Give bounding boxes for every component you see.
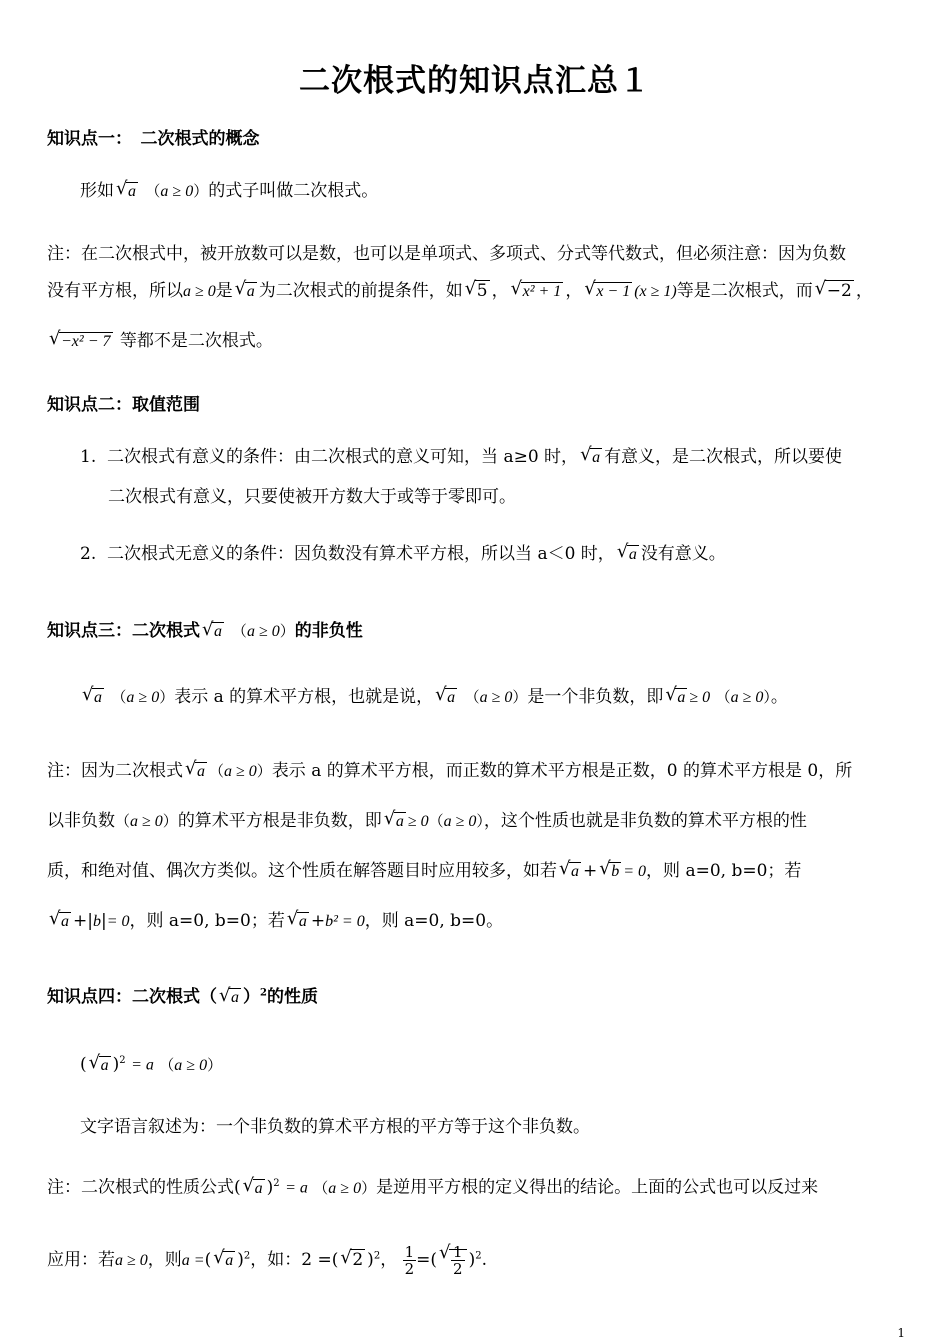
s4-description: 文字语言叙述为：一个非负数的算术平方根的平方等于这个非负数。 xyxy=(80,1117,590,1137)
s1-note-line-1: 注：在二次根式中，被开放数可以是数，也可以是单项式、多项式、分式等代数式，但必须注意：因为负数 xyxy=(47,244,846,264)
page-number: 1 xyxy=(897,1326,905,1340)
s3-note-line-3: 质，和绝对值、偶次方类似。这个性质在解答题目时应用较多，如若 √ a + √ b = 0，则 a=0, b=0；若 xyxy=(47,858,802,881)
section-4-heading: 知识点四：二次根式（ √ a ）$^2$的性质 xyxy=(47,985,318,1007)
s3-note-line-4: √ a +|b|= 0，则 a=0, b=0；若 √ a +b² = 0，则 a=0, b=0。 xyxy=(49,908,504,931)
s4-note-line-2: 应用：若a ≥ 0，则a =( √ a )$^2$，如：2 =( √ 2 )$^2$， $\frac{1}{2}$ =( √ $\frac{1}{2}$ )$^2$. xyxy=(47,1242,487,1278)
section-1-heading: 知识点一： 二次根式的概念 xyxy=(47,129,260,149)
s2-item-1-line-1: 1. 二次根式有意义的条件：由二次根式的意义可知，当 a≥0 时， √ a 有意义，是二次根式，所以要使 xyxy=(80,444,843,467)
s2-item-2: 2. 二次根式无意义的条件：因负数没有算术平方根，所以当 a＜0 时， √ a 没有意义。 xyxy=(80,541,726,564)
section-2-heading: 知识点二：取值范围 xyxy=(47,395,200,415)
s2-item-1-line-2: 二次根式有意义，只要使被开方数大于或等于零即可。 xyxy=(108,487,516,507)
s3-note-line-2: 以非负数（a ≥ 0）的算术平方根是非负数，即 √ a ≥ 0（a ≥ 0），这个性质也就是非负数的算术平方根的性 xyxy=(47,808,807,831)
s3-note-line-1: 注：因为二次根式 √ a （a ≥ 0）表示 a 的算术平方根，而正数的算术平方根是正数，0 的算术平方根是 0，所 xyxy=(47,758,853,781)
s4-note-line-1: 注：二次根式的性质公式( √ a )$^2$ = a （a ≥ 0）是逆用平方根的定义得出的结论。上面的公式也可以反过来 xyxy=(47,1174,819,1198)
s1-note-line-2: 没有平方根，所以a ≥ 0是 √ a 为二次根式的前提条件，如 √ 5 ， √ x² + 1 ， √ x − 1 (x ≥ 1)等是二次根式，而 √ −2 ， xyxy=(47,278,873,301)
section-3-heading: 知识点三：二次根式 √ a （a ≥ 0）的非负性 xyxy=(47,619,363,641)
s3-line-1: √ a （a ≥ 0）表示 a 的算术平方根，也就是说， √ a （a ≥ 0）是一个非负数，即 √ a ≥ 0 （a ≥ 0）。 xyxy=(82,684,788,707)
s1-note-line-3: √ −x² − 7 等都不是二次根式。 xyxy=(49,328,273,351)
s4-formula: ( √ a )$^2$ = a （a ≥ 0） xyxy=(80,1051,223,1075)
page-title: 二次根式的知识点汇总１ xyxy=(299,63,651,99)
s1-definition: 形如 √ a （a ≥ 0）的式子叫做二次根式。 xyxy=(80,178,379,201)
